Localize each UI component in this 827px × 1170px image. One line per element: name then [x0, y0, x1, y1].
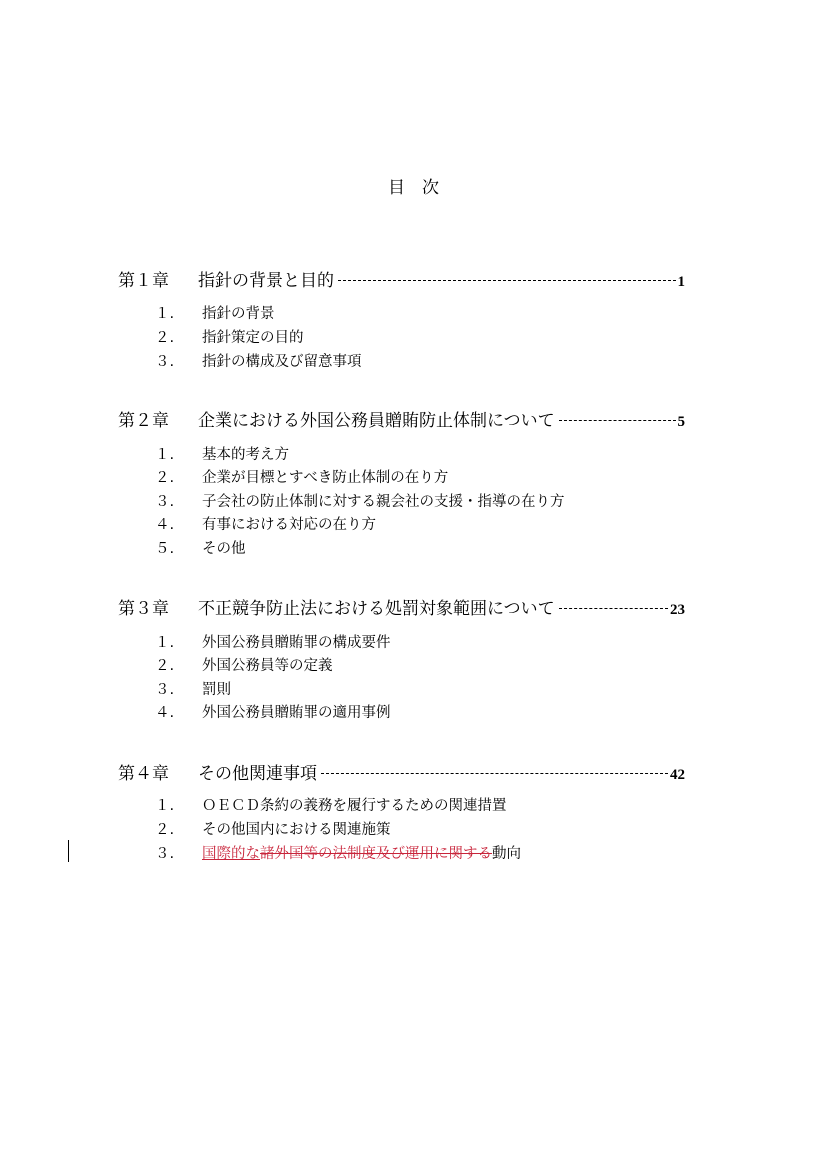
chapter-number: 第２章	[118, 411, 169, 431]
toc-item	[155, 513, 376, 535]
item-text: 罰則	[202, 682, 231, 698]
toc-item	[155, 818, 391, 840]
item-text: その他国内における関連施策	[202, 822, 391, 838]
item-number: １.	[155, 306, 175, 322]
dot-leader	[559, 608, 668, 609]
item-text: その他	[202, 541, 246, 557]
page-number: 5	[677, 414, 685, 430]
page-number: 23	[670, 602, 685, 618]
toc-item	[155, 443, 289, 465]
page-number: 1	[677, 274, 685, 290]
item-number: １.	[155, 447, 175, 463]
item-number: ５.	[155, 541, 175, 557]
item-text: 指針の構成及び留意事項	[202, 354, 362, 370]
toc-item	[155, 794, 507, 816]
item-number: ２.	[155, 822, 175, 838]
item-text: 外国公務員贈賄罪の構成要件	[202, 635, 391, 651]
item-number: ３.	[155, 682, 175, 698]
item-text: 指針の背景	[202, 306, 275, 322]
chapter-3-heading	[118, 594, 685, 618]
item-number: ３.	[155, 354, 175, 370]
toc-item	[155, 678, 231, 700]
chapter-number: 第４章	[118, 764, 169, 784]
item-number: ４.	[155, 705, 175, 721]
item-text: 有事における対応の在り方	[202, 517, 376, 533]
chapter-title: 不正競争防止法における処罰対象範囲について	[198, 599, 555, 619]
item-number: ３.	[155, 846, 175, 862]
item-text: 基本的考え方	[202, 447, 289, 463]
item-number: ４.	[155, 517, 175, 533]
inserted-text: 国際的な	[202, 846, 260, 862]
item-number: ２.	[155, 658, 175, 674]
item-number: ２.	[155, 470, 175, 486]
dot-leader	[338, 280, 676, 281]
item-text: ＯＥＣＤ条約の義務を履行するための関連措置	[202, 798, 507, 814]
chapter-2-heading	[118, 406, 685, 430]
chapter-4-heading	[118, 759, 685, 783]
toc-title: 目 次	[388, 178, 439, 198]
toc-item	[155, 490, 565, 512]
chapter-number: 第３章	[118, 599, 169, 619]
item-text: 企業が目標とすべき防止体制の在り方	[202, 470, 449, 486]
chapter-title: 指針の背景と目的	[198, 271, 334, 291]
item-number: １.	[155, 798, 175, 814]
toc-item	[155, 654, 333, 676]
toc-item	[155, 350, 362, 372]
toc-item	[155, 326, 304, 348]
revision-change-bar	[68, 840, 69, 862]
chapter-1-heading	[118, 266, 685, 290]
toc-item-revised	[155, 842, 521, 864]
item-text: 指針策定の目的	[202, 330, 304, 346]
item-text: 動向	[492, 846, 521, 862]
toc-item	[155, 701, 391, 723]
dot-leader	[321, 773, 668, 774]
toc-item	[155, 631, 391, 653]
item-text: 外国公務員贈賄罪の適用事例	[202, 705, 391, 721]
item-number: ３.	[155, 494, 175, 510]
item-number: １.	[155, 635, 175, 651]
deleted-text: 諸外国等の法制度及び運用に関する	[260, 846, 492, 862]
dot-leader	[559, 420, 676, 421]
item-number: ２.	[155, 330, 175, 346]
toc-item	[155, 466, 448, 488]
chapter-title: 企業における外国公務員贈賄防止体制について	[198, 411, 555, 431]
toc-item	[155, 537, 246, 559]
item-text: 子会社の防止体制に対する親会社の支援・指導の在り方	[202, 494, 565, 510]
item-text: 外国公務員等の定義	[202, 658, 333, 674]
page-number: 42	[670, 767, 685, 783]
toc-item	[155, 302, 275, 324]
chapter-number: 第１章	[118, 271, 169, 291]
chapter-title: その他関連事項	[198, 764, 317, 784]
